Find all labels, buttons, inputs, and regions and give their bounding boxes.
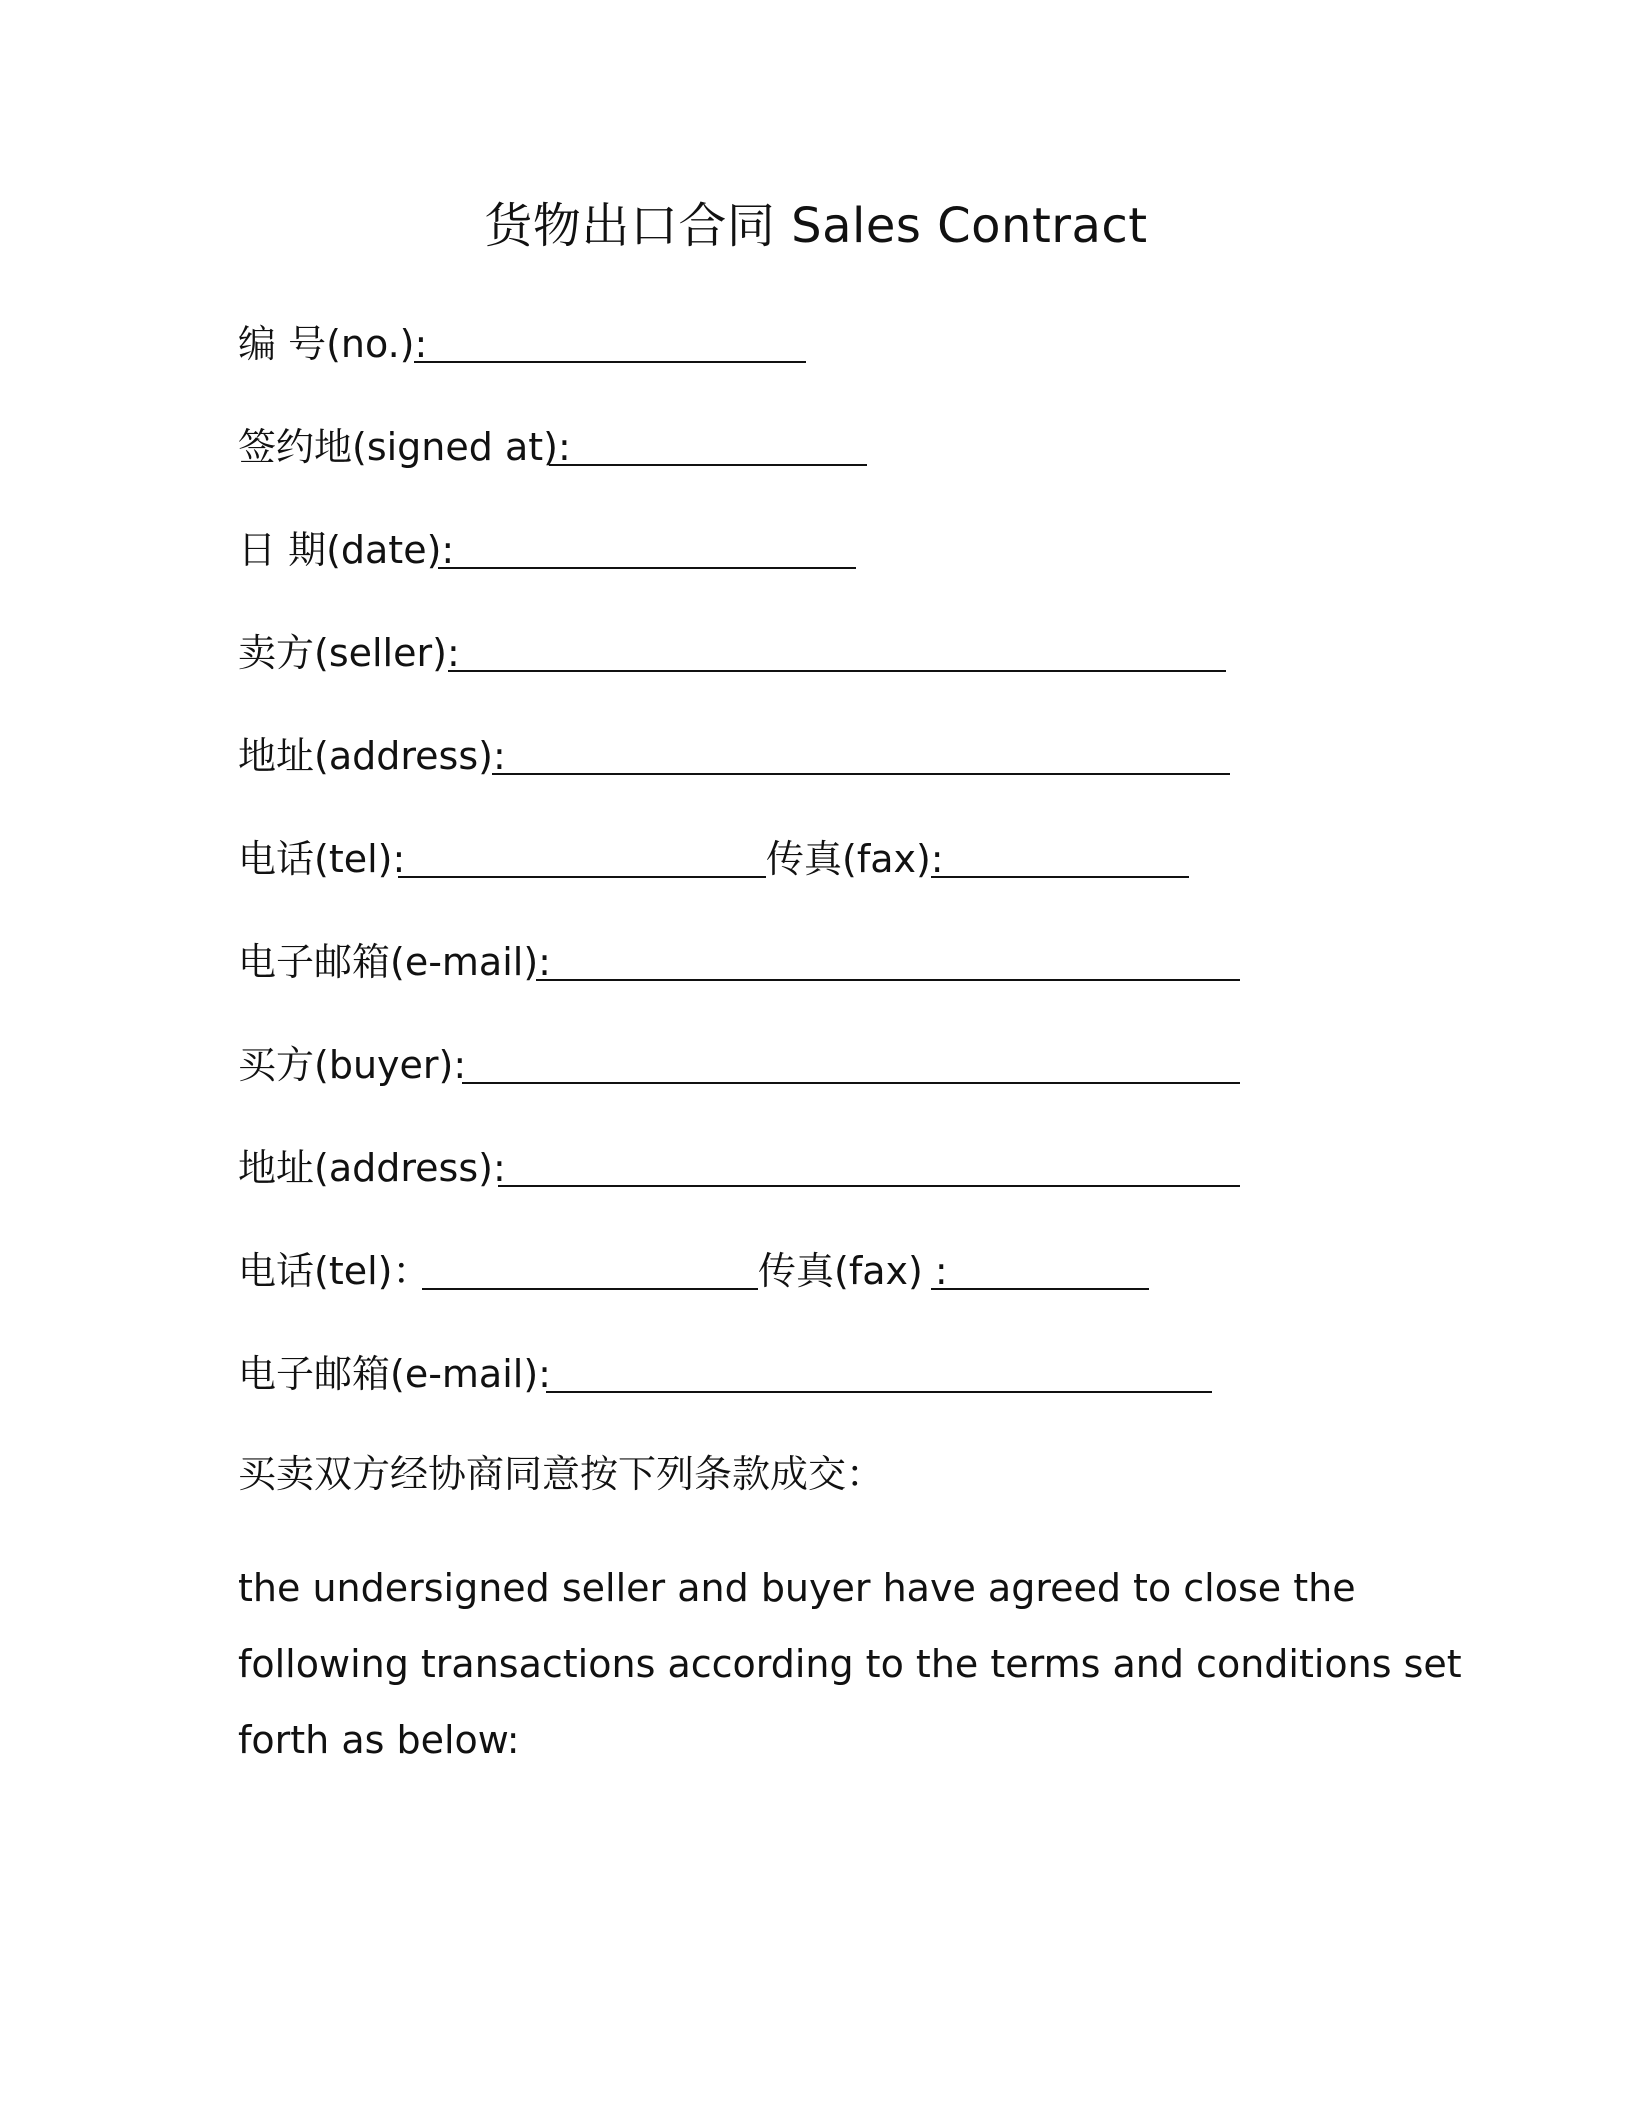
buyer-fax-label: 传真(fax) : <box>758 1249 948 1293</box>
date-blank[interactable] <box>438 567 856 569</box>
seller-email-blank[interactable] <box>536 979 1240 981</box>
intro-english-line: the undersigned seller and buyer have agreed to close the <box>238 1566 1356 1610</box>
contract-number-field <box>238 318 858 370</box>
buyer-tel-blank[interactable] <box>422 1288 758 1290</box>
buyer-tel-fax-field <box>238 1245 1238 1297</box>
intro-english-line: forth as below: <box>238 1718 520 1762</box>
seller-address-blank[interactable] <box>492 773 1230 775</box>
seller-tel-blank[interactable] <box>398 876 766 878</box>
seller-fax-label: 传真(fax): <box>766 837 944 881</box>
document-title: 货物出口合同 Sales Contract <box>484 198 1148 254</box>
seller-field <box>238 627 1238 679</box>
seller-tel-label: 电话(tel): <box>238 837 406 881</box>
signed-at-blank[interactable] <box>549 464 867 466</box>
seller-email-label: 电子邮箱(e-mail): <box>238 940 551 984</box>
intro-english-line: following transactions according to the terms and conditions set <box>238 1642 1462 1686</box>
seller-blank[interactable] <box>448 670 1226 672</box>
buyer-email-label: 电子邮箱(e-mail): <box>238 1352 551 1396</box>
intro-chinese-text: 买卖双方经协商同意按下列条款成交： <box>238 1452 885 1496</box>
buyer-field <box>238 1039 1248 1091</box>
buyer-label: 买方(buyer): <box>238 1043 467 1087</box>
seller-address-field <box>238 730 1238 782</box>
intro-english-paragraph <box>238 1550 1462 1778</box>
seller-tel-fax-field <box>238 833 1238 885</box>
buyer-fax-blank[interactable] <box>931 1288 1149 1290</box>
buyer-tel-label: 电话(tel)： <box>238 1249 431 1293</box>
date-field <box>238 524 878 576</box>
seller-label: 卖方(seller): <box>238 631 460 675</box>
signed-at-label: 签约地(signed at): <box>238 425 571 469</box>
date-label: 日 期(date): <box>238 528 455 572</box>
buyer-address-label: 地址(address): <box>238 1146 506 1190</box>
buyer-address-field <box>238 1142 1248 1194</box>
signed-at-field <box>238 421 888 473</box>
buyer-blank[interactable] <box>462 1082 1240 1084</box>
seller-email-field <box>238 936 1248 988</box>
buyer-email-field <box>238 1348 1238 1400</box>
buyer-email-blank[interactable] <box>546 1391 1212 1393</box>
seller-address-label: 地址(address): <box>238 734 506 778</box>
buyer-address-blank[interactable] <box>498 1185 1240 1187</box>
contract-number-blank[interactable] <box>414 361 806 363</box>
contract-number-label: 编 号(no.): <box>238 322 428 366</box>
seller-fax-blank[interactable] <box>931 876 1189 878</box>
